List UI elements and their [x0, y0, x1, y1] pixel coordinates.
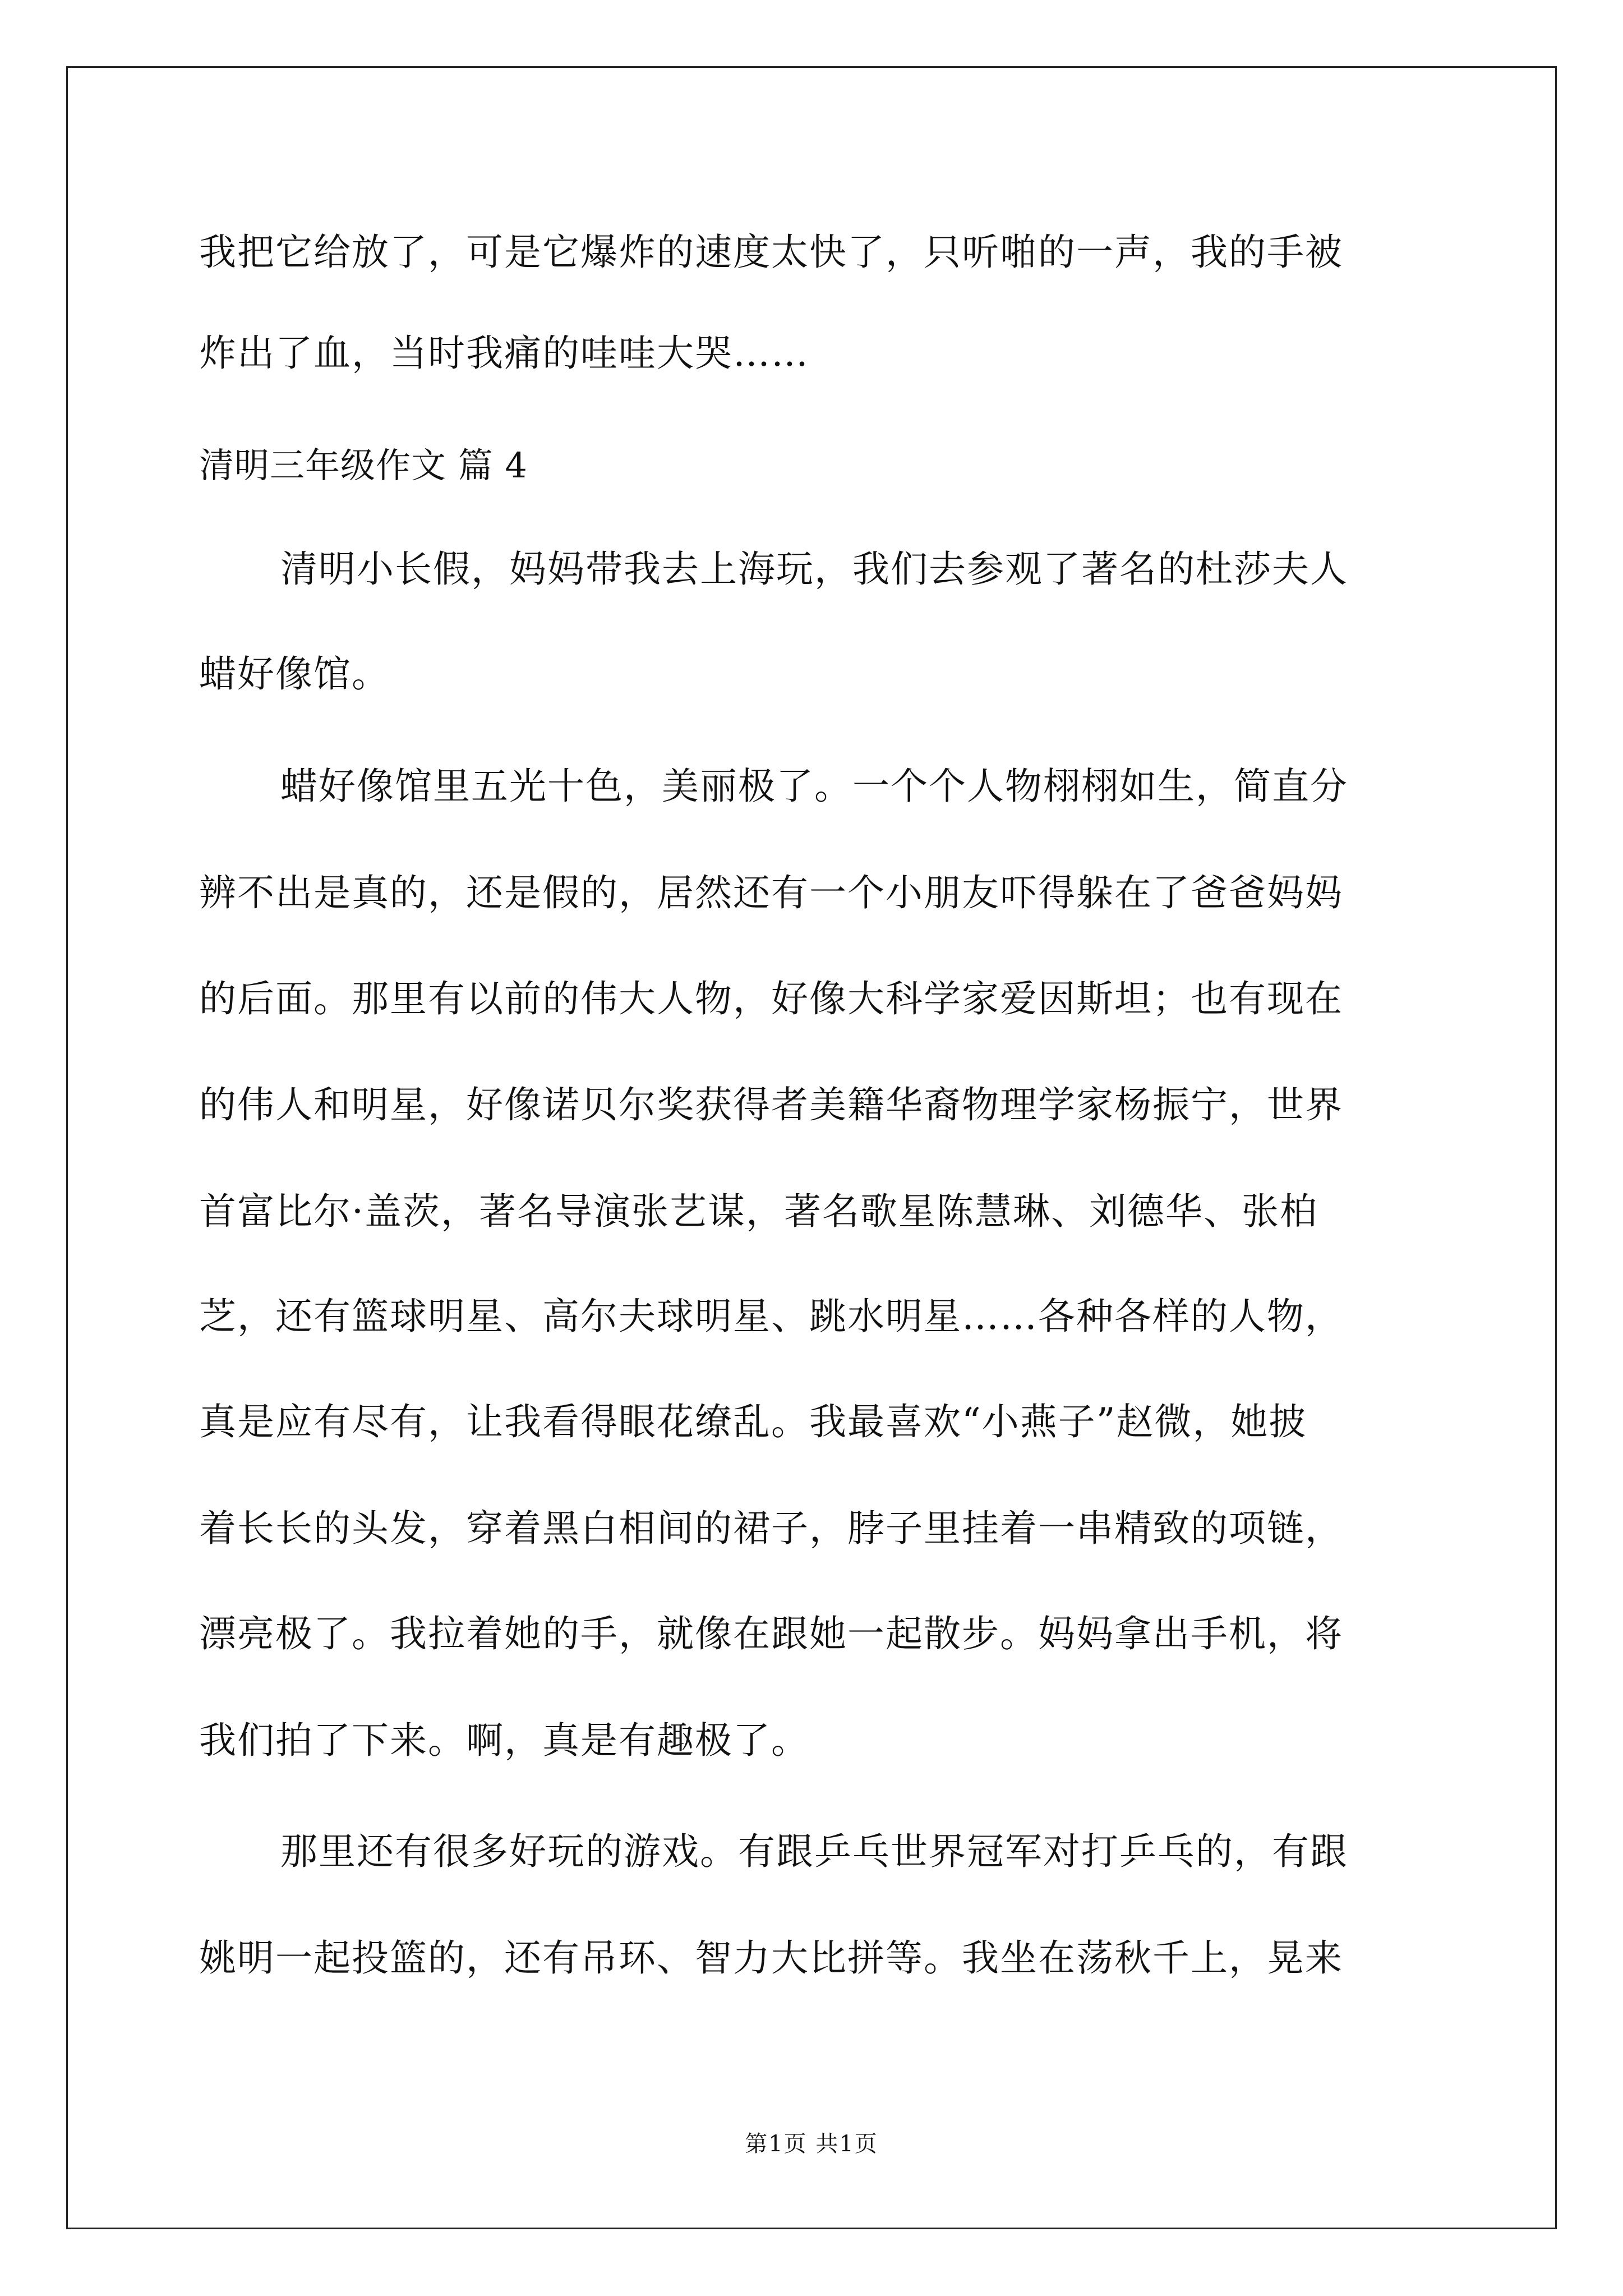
body-text-line: 我把它给放了，可是它爆炸的速度太快了，只听啪的一声，我的手被 [199, 231, 1343, 274]
paragraph-line: 清明小长假，妈妈带我去上海玩，我们去参观了著名的杜莎夫人 [280, 547, 1348, 591]
paragraph-line: 姚明一起投篮的，还有吊环、智力大比拼等。我坐在荡秋千上，晃来 [199, 1936, 1343, 1980]
paragraph-line: 我们拍了下来。啊，真是有趣极了。 [199, 1719, 809, 1762]
paragraph-line: 真是应有尽有，让我看得眼花缭乱。我最喜欢“小燕子”赵微，她披 [199, 1400, 1307, 1443]
paragraph-line: 辨不出是真的，还是假的，居然还有一个小朋友吓得躲在了爸爸妈妈 [199, 871, 1343, 914]
paragraph-line: 首富比尔·盖茨，著名导演张艺谋，著名歌星陈慧琳、刘德华、张柏 [199, 1190, 1318, 1233]
paragraph-line: 那里还有很多好玩的游戏。有跟乒乓世界冠军对打乒乓的，有跟 [280, 1830, 1348, 1873]
paragraph-line: 蜡好像馆。 [199, 652, 390, 696]
page-number-footer: 第1页 共1页 [745, 2131, 878, 2157]
paragraph-line: 漂亮极了。我拉着她的手，就像在跟她一起散步。妈妈拿出手机，将 [199, 1612, 1343, 1655]
page-border [66, 66, 1557, 2229]
paragraph-line: 的伟人和明星，好像诺贝尔奖获得者美籍华裔物理学家杨振宁，世界 [199, 1083, 1343, 1126]
body-text-line: 炸出了血，当时我痛的哇哇大哭…… [199, 332, 809, 375]
section-heading: 清明三年级作文 篇 4 [199, 445, 528, 486]
paragraph-line: 的后面。那里有以前的伟大人物，好像大科学家爱因斯坦；也有现在 [199, 977, 1343, 1020]
paragraph-line: 着长长的头发，穿着黑白相间的裙子，脖子里挂着一串精致的项链， [199, 1507, 1343, 1550]
paragraph-line: 蜡好像馆里五光十色，美丽极了。一个个人物栩栩如生，简直分 [280, 765, 1348, 808]
paragraph-line: 芝，还有篮球明星、高尔夫球明星、跳水明星……各种各样的人物， [199, 1295, 1343, 1338]
